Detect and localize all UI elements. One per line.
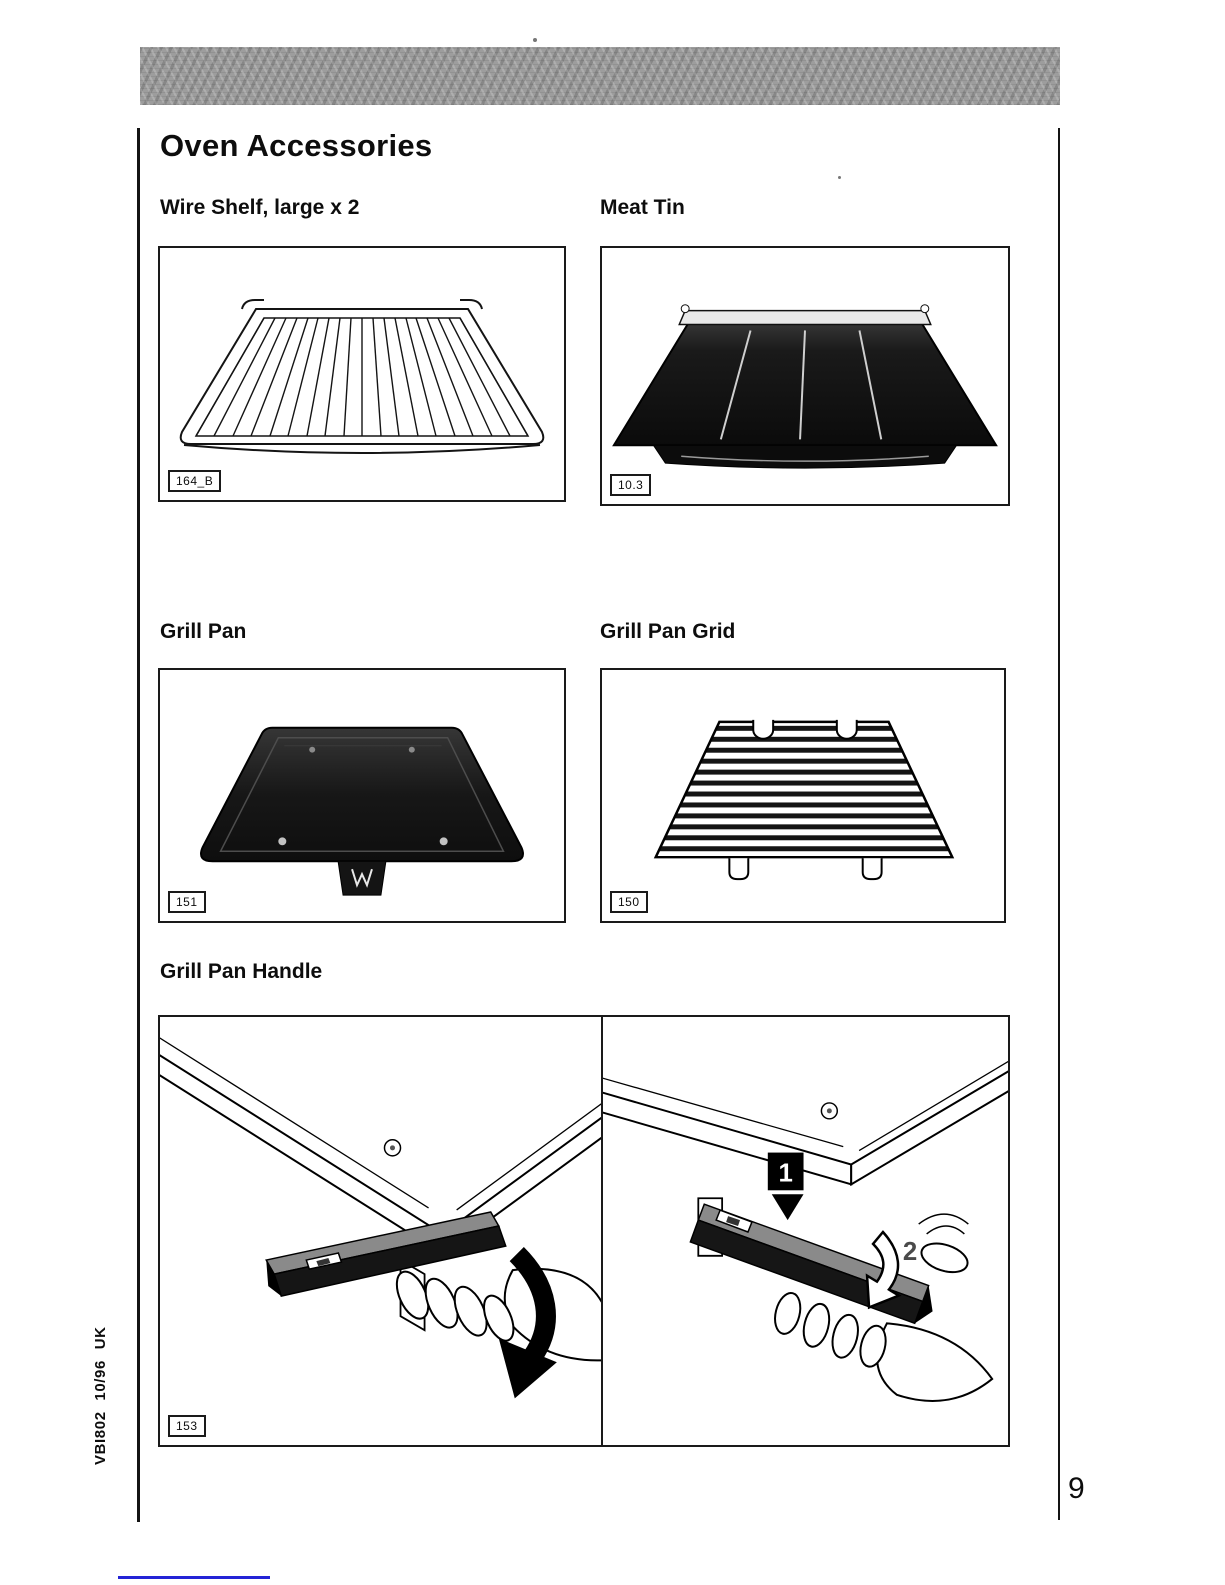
step-1-badge bbox=[768, 1153, 804, 1221]
pan-corner bbox=[603, 1069, 1008, 1184]
page-number: 9 bbox=[1068, 1472, 1085, 1505]
figure-wire-shelf bbox=[158, 246, 566, 502]
figure-grill-pan-grid bbox=[600, 668, 1006, 923]
step-1-number: 1 bbox=[778, 1159, 793, 1188]
scan-speck bbox=[533, 38, 537, 42]
figure-meat-tin bbox=[600, 246, 1010, 506]
figure-label-grill-pan-grid: Grill Pan Grid bbox=[600, 620, 736, 643]
handle-step-2-panel bbox=[601, 1017, 1008, 1445]
page-title: Oven Accessories bbox=[160, 128, 433, 163]
right-border-rule bbox=[1058, 128, 1060, 1520]
handle-attach-illustration bbox=[160, 1017, 601, 1445]
step-2-number: 2 bbox=[902, 1237, 918, 1266]
figure-tag-grill-pan-grid: 150 bbox=[610, 891, 648, 913]
edition-code: VBI802 10/96 UK bbox=[92, 1326, 109, 1465]
figure-label-grill-pan-handle: Grill Pan Handle bbox=[160, 960, 323, 983]
grill-pan-illustration bbox=[160, 670, 564, 921]
left-border-rule bbox=[137, 128, 140, 1522]
figure-tag-grill-pan-handle: 153 bbox=[168, 1415, 206, 1437]
figure-tag-wire-shelf: 164_B bbox=[168, 470, 221, 492]
grid-bars bbox=[642, 726, 964, 851]
figure-label-meat-tin: Meat Tin bbox=[600, 196, 685, 219]
figure-tag-grill-pan: 151 bbox=[168, 891, 206, 913]
figure-grill-pan bbox=[158, 668, 566, 923]
header-band bbox=[140, 47, 1060, 105]
wire-shelf-wires bbox=[196, 318, 528, 436]
handle-release-illustration bbox=[603, 1017, 1008, 1445]
wire-shelf-illustration bbox=[160, 248, 564, 500]
scan-speck bbox=[838, 176, 841, 179]
figure-tag-meat-tin: 10.3 bbox=[610, 474, 651, 496]
handle-step-1-panel bbox=[160, 1017, 601, 1445]
thumb bbox=[918, 1238, 971, 1277]
footer-scan-line bbox=[118, 1576, 270, 1579]
figure-grill-pan-handle bbox=[158, 1015, 1010, 1447]
meat-tin-illustration bbox=[602, 248, 1008, 504]
grill-pan-handle-bracket bbox=[338, 861, 386, 895]
detachable-handle bbox=[266, 1212, 506, 1296]
figure-label-grill-pan: Grill Pan bbox=[160, 620, 247, 643]
grill-pan-grid-illustration bbox=[602, 670, 1004, 921]
figure-label-wire-shelf: Wire Shelf, large x 2 bbox=[160, 196, 360, 219]
